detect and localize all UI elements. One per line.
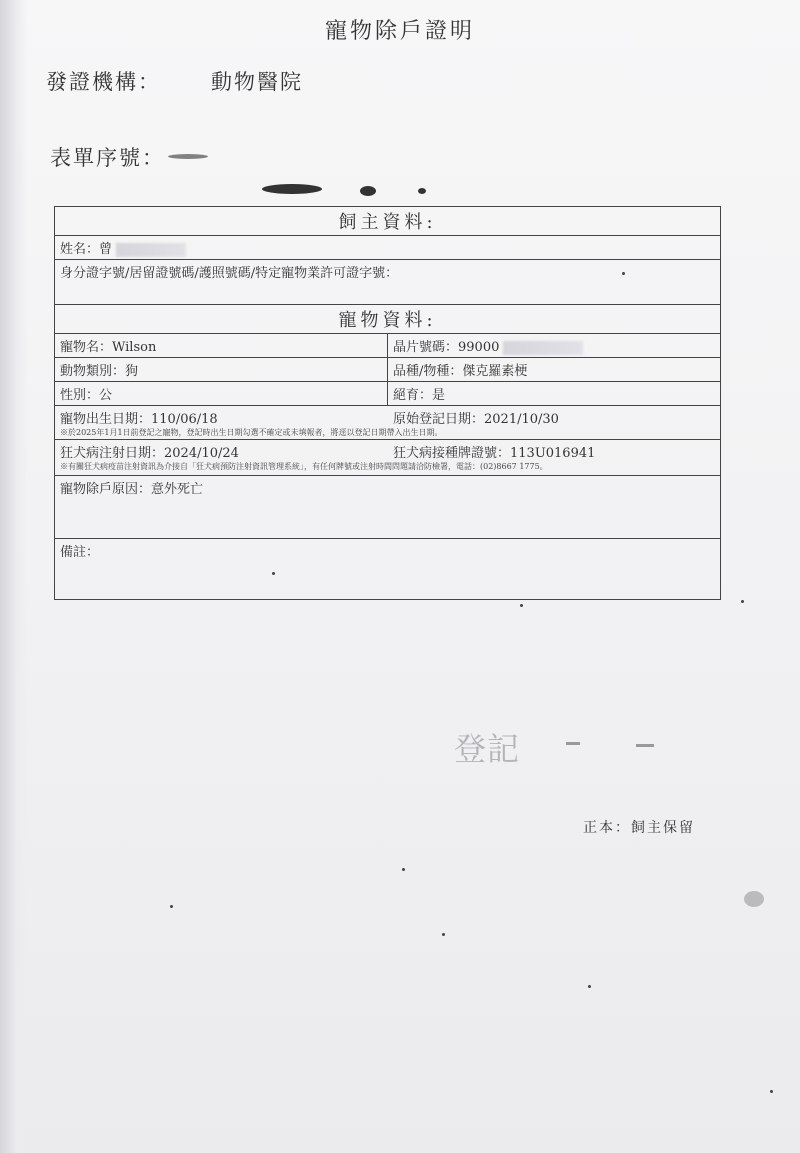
owner-name: 姓名：曾 bbox=[60, 242, 113, 257]
scan-speck bbox=[442, 933, 445, 936]
owner-id-cell: 身分證字號/居留證號碼/護照號碼/特定寵物業許可證字號： bbox=[55, 260, 721, 305]
registration-stamp: 登記 bbox=[454, 730, 521, 768]
smudge-mark bbox=[168, 154, 208, 159]
scan-speck bbox=[588, 985, 591, 988]
redacted-name bbox=[116, 243, 186, 257]
stamp-mark bbox=[566, 742, 580, 745]
smudge-mark bbox=[360, 186, 376, 196]
rabies-note: ※有關狂犬病疫苗注射資訊為介接自「狂犬病預防注射資訊管理系統」，有任何牌號或注射時間問題請洽防檢署，電話：(02)8667 1775。 bbox=[60, 462, 548, 471]
issuer-row bbox=[46, 66, 303, 96]
document-title: 寵物除戶證明 bbox=[324, 19, 475, 44]
scan-speck bbox=[402, 868, 405, 871]
scan-speck bbox=[170, 905, 173, 908]
scan-speck bbox=[520, 604, 523, 607]
chip-cell bbox=[388, 334, 721, 358]
serial-row bbox=[50, 142, 165, 172]
rabies-tag-number: 狂犬病接種牌證號：113U016941 bbox=[393, 446, 596, 461]
remarks: 備註： bbox=[55, 539, 721, 600]
pet-name: 寵物名：Wilson bbox=[55, 334, 388, 358]
smudge-mark bbox=[418, 188, 426, 194]
original-registration-date: 原始登記日期：2021/10/30 bbox=[393, 412, 559, 427]
serial-label: 表單序號： bbox=[50, 146, 165, 170]
birth-date-note: ※於2025年1月1日前登記之寵物，登記時出生日期勾選不確定或未填報者，將逕以登記日期帶入出生日期。 bbox=[60, 428, 443, 437]
pet-species: 動物類別：狗 bbox=[55, 358, 388, 382]
pet-sex: 性別：公 bbox=[55, 382, 388, 406]
issuer-value: 動物醫院 bbox=[211, 70, 303, 94]
pet-breed: 品種/物種：傑克羅素梗 bbox=[388, 358, 721, 382]
removal-reason: 寵物除戶原因：意外死亡 bbox=[55, 476, 721, 539]
scan-speck bbox=[622, 272, 625, 275]
paper-fold-shadow bbox=[0, 0, 28, 1153]
pet-birth-date: 寵物出生日期：110/06/18 bbox=[60, 412, 218, 427]
scan-speck bbox=[770, 1090, 773, 1093]
rabies-injection-date: 狂犬病注射日期：2024/10/24 bbox=[60, 446, 239, 461]
birth-registration-cell bbox=[55, 406, 721, 440]
scan-speck bbox=[741, 600, 744, 603]
pet-section-heading: 寵物資料: bbox=[55, 305, 721, 334]
owner-section-heading: 飼主資料: bbox=[55, 207, 721, 236]
original-copy-note: 正本：飼主保留 bbox=[583, 820, 695, 836]
stamp-mark bbox=[636, 744, 654, 747]
owner-name-cell bbox=[55, 236, 721, 260]
rabies-cell bbox=[55, 440, 721, 476]
issuer-label: 發證機構： bbox=[46, 70, 161, 94]
scan-speck bbox=[272, 572, 275, 575]
smudge-mark bbox=[262, 184, 322, 194]
redacted-chip bbox=[503, 341, 583, 355]
scan-speck bbox=[744, 891, 764, 907]
chip-number: 晶片號碼：99000 bbox=[393, 340, 500, 355]
pet-record-table bbox=[54, 206, 721, 600]
pet-neutered: 絕育：是 bbox=[388, 382, 721, 406]
